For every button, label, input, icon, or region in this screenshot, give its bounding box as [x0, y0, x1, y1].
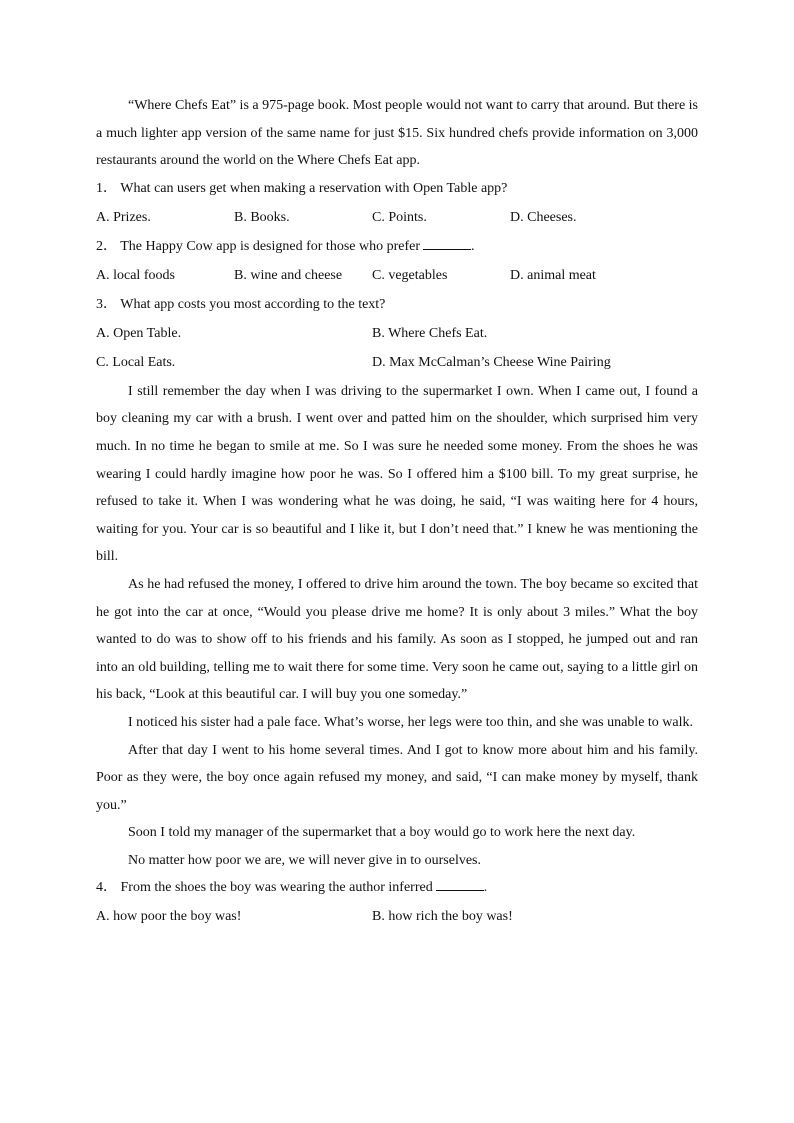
question-4	[96, 874, 698, 903]
question-2	[96, 233, 698, 262]
passage2-paragraph-1: I still remember the day when I was driving to the supermarket I own. When I came out, I found a boy cleaning my car with a brush. I went over and patted him on the shoulder, which surprised him very much. In no time he began to smile at me. So I was sure he needed some money. From the shoes he was wearing I could hardly imagine how poor he was. So I offered him a $100 bill. To my great surprise, he refused to take it. When I was wondering what he was doing, he said, “I was waiting here for 4 hours, waiting for you. Your car is so beautiful and I like it, but I don’t need that.” I knew he was mentioning the bill.	[96, 383, 698, 565]
question-1	[96, 175, 698, 204]
passage1-intro: “Where Chefs Eat” is a 975-page book. Most people would not want to carry that around. But there is a much lighter app version of the same name for just $15. Six hundred chefs provide information on 3,000 restaurants around the world on the Where Chefs Eat app.	[96, 98, 698, 169]
option-c: C. Local Eats.	[96, 354, 176, 370]
answer-blank	[436, 876, 484, 891]
passage2-paragraph-5: Soon I told my manager of the supermarket that a boy would go to work here the next day.	[128, 825, 636, 841]
question-2-stem: 2． The Happy Cow app is designed for those who prefer	[96, 238, 421, 254]
option-a: A. local foods	[96, 267, 175, 283]
answer-blank	[423, 235, 471, 250]
passage2-paragraph-2: As he had refused the money, I offered to drive him around the town. The boy became so excited that he got into the car at once, “Would you please drive me home? It is only about 3 miles.” What the boy wanted to do was to show off to his friends and his family. As soon as I stopped, he jumped out and ran into an old building, telling me to wait there for some time. Very soon he came out, saying to a little girl on his back, “Look at this beautiful car. I will buy you one someday.”	[96, 576, 698, 703]
option-d: D. Max McCalman’s Cheese Wine Pairing	[372, 354, 611, 370]
passage2-paragraph-4: After that day I went to his home several times. And I got to know more about him and his family. Poor as they were, the boy once again refused my money, and said, “I can make money by myself, thank you.”	[96, 742, 698, 813]
option-a: A. how poor the boy was!	[96, 909, 242, 925]
question-1-stem: 1． What can users get when making a reservation with Open Table app?	[96, 180, 508, 196]
question-3-stem: 3． What app costs you most according to the text?	[96, 296, 386, 312]
option-b: B. wine and cheese	[234, 267, 343, 283]
option-a: A. Open Table.	[96, 325, 182, 341]
option-d: D. animal meat	[510, 267, 596, 283]
question-4-stem: 4． From the shoes the boy was wearing the author inferred	[96, 880, 433, 896]
option-a: A. Prizes.	[96, 209, 151, 225]
question-3-options-row-1	[96, 320, 698, 349]
question-3	[96, 291, 698, 320]
option-d: D. Cheeses.	[510, 209, 577, 225]
question-4-stem-end: .	[483, 880, 488, 896]
question-3-options-row-2	[96, 349, 698, 378]
question-2-stem-end: .	[471, 238, 475, 254]
passage2-paragraph-3: I noticed his sister had a pale face. What’s worse, her legs were too thin, and she was unable to walk.	[128, 714, 694, 730]
option-c: C. Points.	[372, 209, 427, 225]
option-c: C. vegetables	[372, 267, 448, 283]
document-page	[96, 92, 698, 932]
option-b: B. how rich the boy was!	[372, 909, 513, 925]
question-1-options	[96, 204, 698, 233]
question-2-options	[96, 262, 698, 291]
passage2-paragraph-6: No matter how poor we are, we will never give in to ourselves.	[128, 852, 482, 868]
option-b: B. Books.	[234, 209, 290, 225]
option-b: B. Where Chefs Eat.	[372, 325, 488, 341]
question-4-options	[96, 903, 698, 932]
